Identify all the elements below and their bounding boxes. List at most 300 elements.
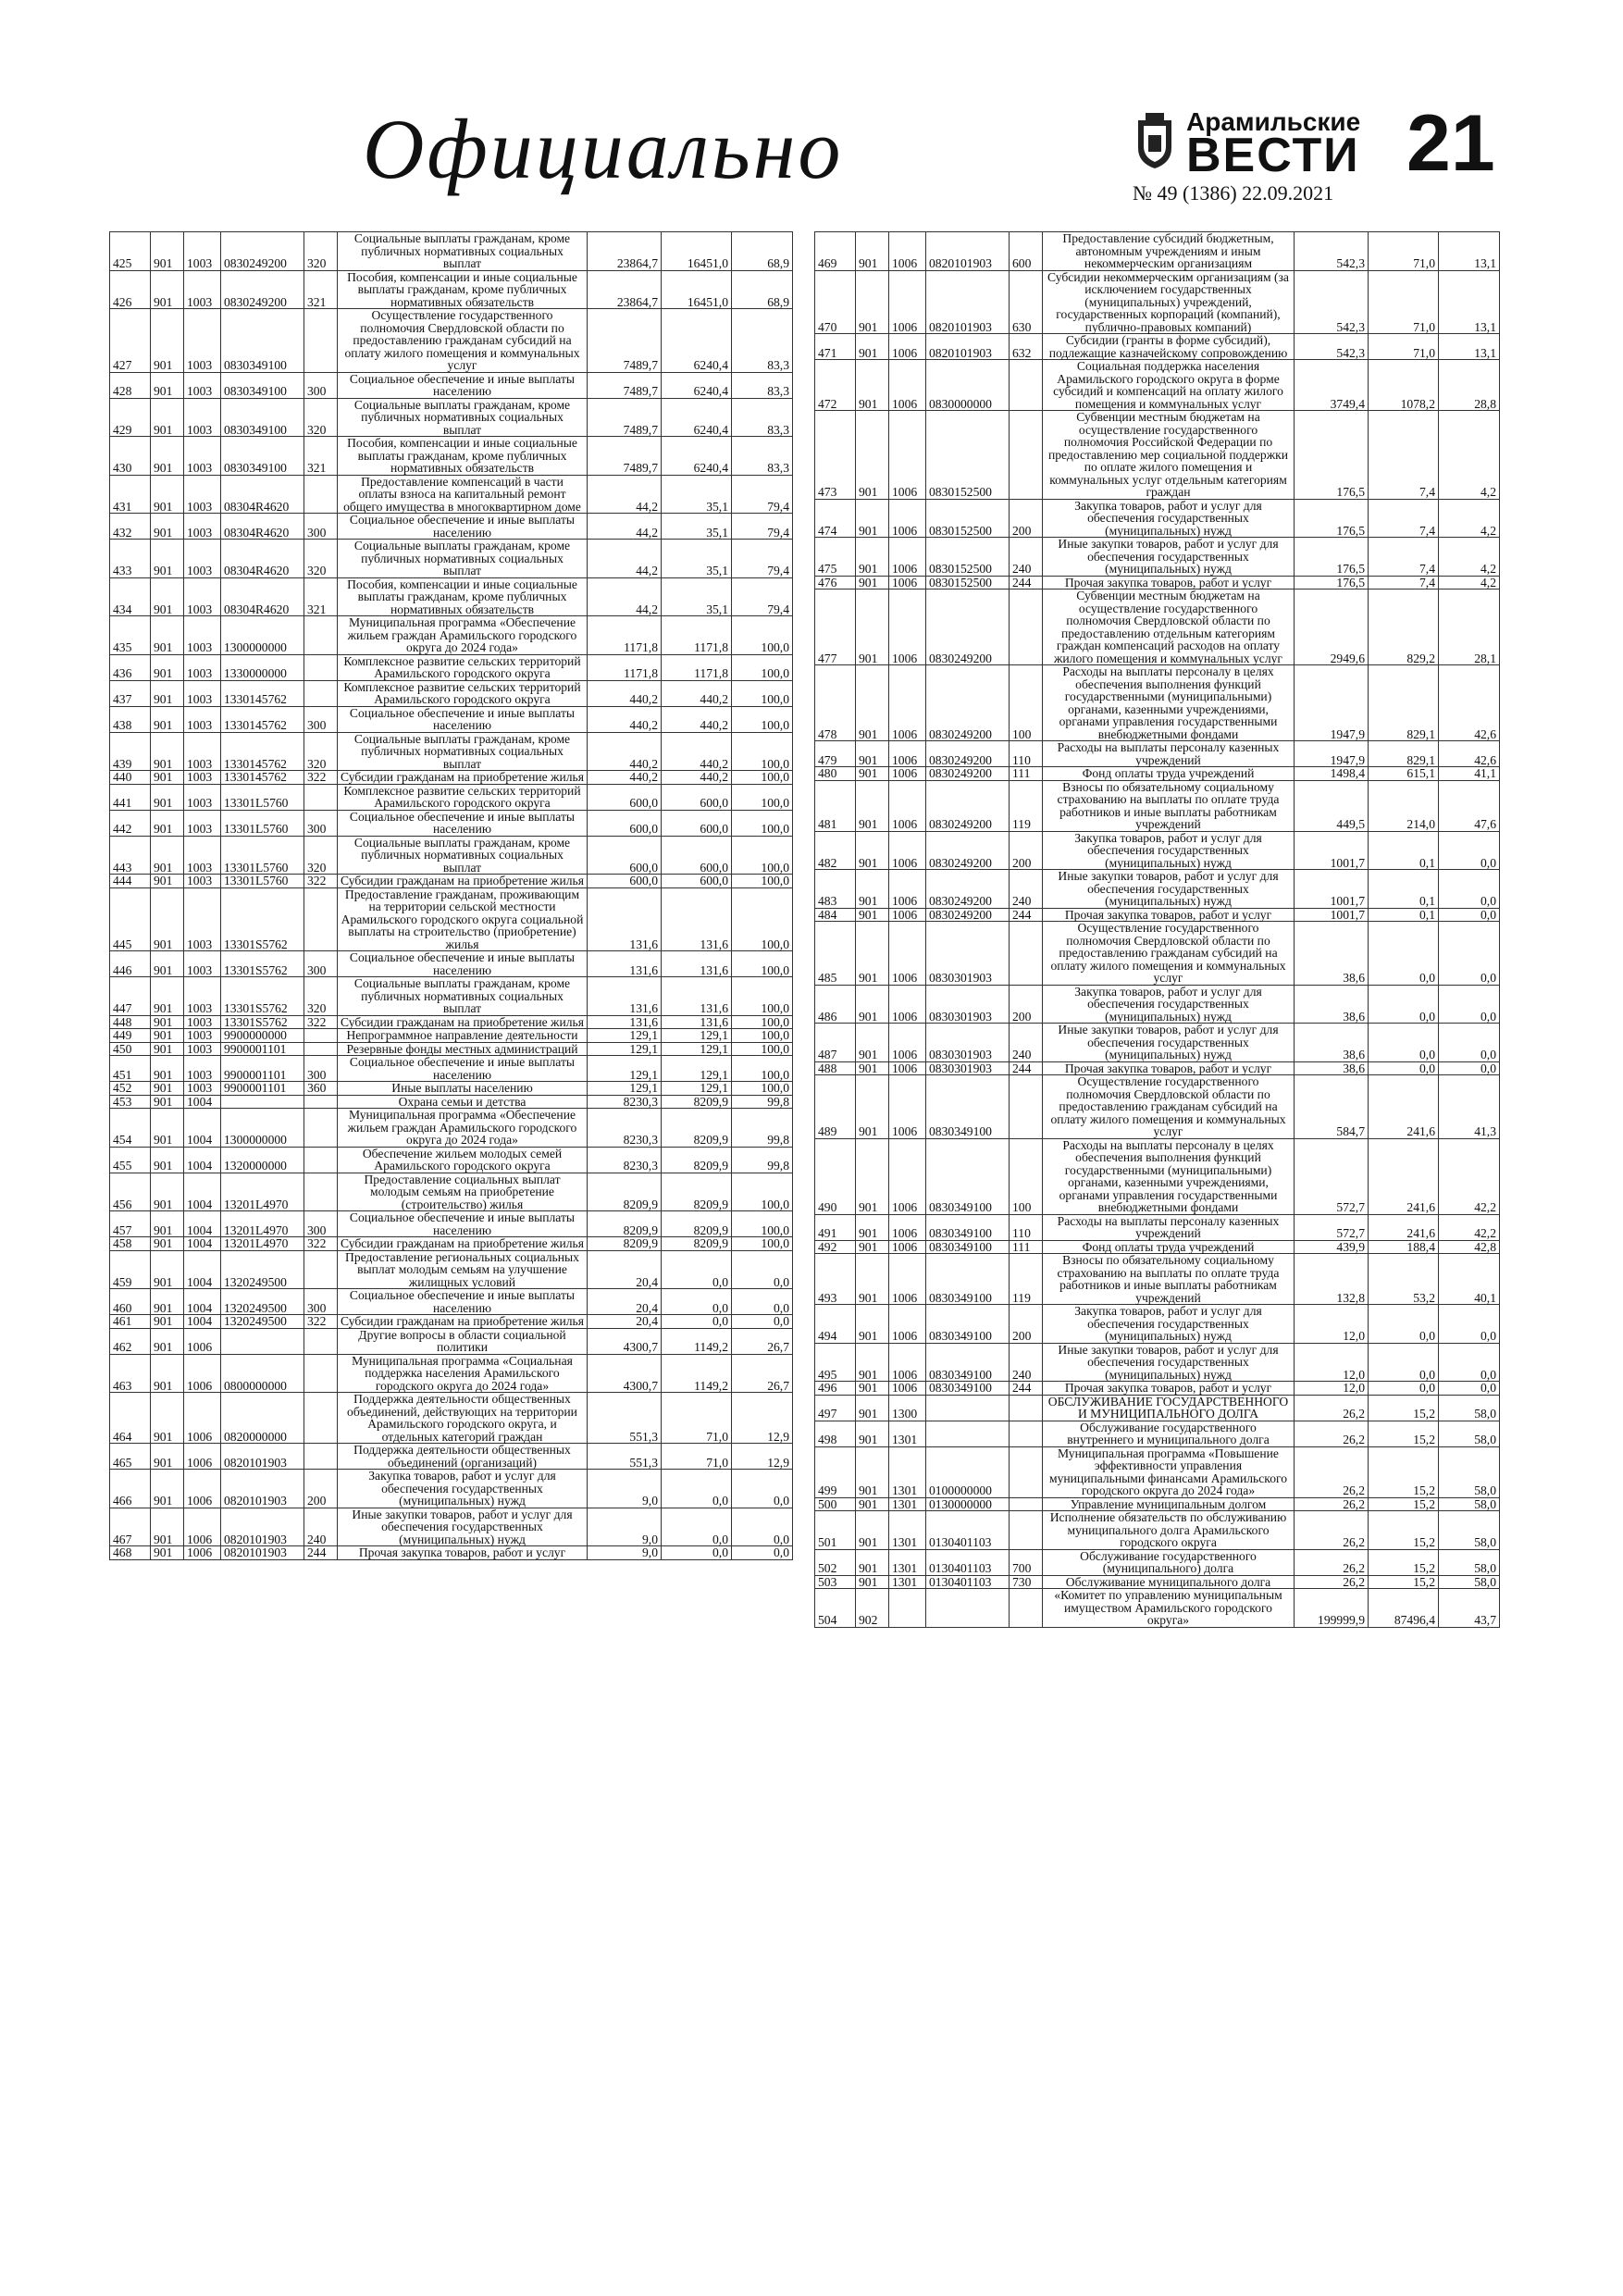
- section-code: 1006: [889, 499, 926, 538]
- target-article: 1330145762: [221, 771, 304, 785]
- row-number: 477: [815, 590, 856, 665]
- row-number: 476: [815, 576, 856, 590]
- target-article: 0830301903: [926, 922, 1010, 986]
- row-number: 460: [110, 1289, 151, 1315]
- section-code: 1301: [889, 1421, 926, 1446]
- table-row: [815, 780, 1500, 831]
- section-code: 1003: [184, 232, 221, 271]
- row-number: 445: [110, 887, 151, 951]
- approved-amount: 12,0: [1295, 1305, 1369, 1344]
- expense-type: 110: [1010, 1214, 1043, 1240]
- expense-type: 300: [304, 1056, 338, 1082]
- section-code: 1003: [184, 1029, 221, 1043]
- expense-description: Взносы по обязательному социальному страхованию на выплаты по оплате труда работников и иные выплаты работникам учреждений: [1043, 1254, 1295, 1305]
- section-code: 1003: [184, 1015, 221, 1029]
- execution-percent: 100,0: [732, 1029, 793, 1043]
- approved-amount: 584,7: [1295, 1075, 1369, 1139]
- expense-type: [1010, 922, 1043, 986]
- execution-percent: 0,0: [732, 1289, 793, 1315]
- section-code: 1003: [184, 680, 221, 706]
- expense-type: 119: [1010, 1254, 1043, 1305]
- approved-amount: 4300,7: [588, 1354, 662, 1393]
- table-row: [110, 437, 793, 476]
- table-row: [815, 1549, 1500, 1575]
- target-article: 0830249200: [926, 665, 1010, 741]
- target-article: 0130401103: [926, 1549, 1010, 1575]
- expense-description: Пособия, компенсации и иные социальные выплаты гражданам, кроме публичных нормативных обязательств: [338, 437, 588, 476]
- approved-amount: 176,5: [1295, 499, 1369, 538]
- target-article: 9900001101: [221, 1056, 304, 1082]
- section-code: 1006: [889, 831, 926, 870]
- table-row: [110, 654, 793, 680]
- expense-type: 244: [1010, 908, 1043, 922]
- expense-description: Обслуживание государственного (муниципального) долга: [1043, 1549, 1295, 1575]
- ministry-code: 901: [151, 1328, 184, 1354]
- table-row: [815, 870, 1500, 909]
- executed-amount: 440,2: [662, 706, 732, 732]
- expense-description: Закупка товаров, работ и услуг для обеспечения государственных (муниципальных) нужд: [1043, 831, 1295, 870]
- table-row: [110, 810, 793, 836]
- execution-percent: 0,0: [1439, 1305, 1500, 1344]
- execution-percent: 12,9: [732, 1444, 793, 1470]
- ministry-code: 901: [856, 1575, 889, 1589]
- city-crest-icon: [1134, 113, 1175, 170]
- ministry-code: 901: [856, 1240, 889, 1254]
- expense-description: Комплексное развитие сельских территорий Арамильского городского округа: [338, 784, 588, 810]
- row-number: 496: [815, 1382, 856, 1396]
- expense-type: [304, 616, 338, 655]
- executed-amount: 129,1: [662, 1029, 732, 1043]
- expense-type: 730: [1010, 1575, 1043, 1589]
- execution-percent: 13,1: [1439, 270, 1500, 334]
- table-row: [815, 1075, 1500, 1139]
- row-number: 468: [110, 1546, 151, 1560]
- target-article: 0830249200: [926, 780, 1010, 831]
- approved-amount: 572,7: [1295, 1138, 1369, 1214]
- ministry-code: 901: [151, 1250, 184, 1289]
- ministry-code: 901: [856, 1024, 889, 1062]
- expense-description: Социальное обеспечение и иные выплаты населению: [338, 810, 588, 836]
- approved-amount: 600,0: [588, 875, 662, 888]
- table-row: [815, 411, 1500, 500]
- ministry-code: 901: [151, 437, 184, 476]
- target-article: 0830349100: [926, 1305, 1010, 1344]
- execution-percent: 0,0: [1439, 908, 1500, 922]
- section-code: 1006: [889, 1061, 926, 1075]
- execution-percent: 79,4: [732, 475, 793, 514]
- section-code: 1006: [889, 334, 926, 360]
- approved-amount: 440,2: [588, 771, 662, 785]
- row-number: 478: [815, 665, 856, 741]
- execution-percent: 79,4: [732, 514, 793, 540]
- executed-amount: 1149,2: [662, 1354, 732, 1393]
- section-code: 1003: [184, 1042, 221, 1056]
- section-code: 1006: [889, 1214, 926, 1240]
- expense-type: [304, 1173, 338, 1211]
- executed-amount: 829,1: [1369, 741, 1439, 767]
- execution-percent: 100,0: [732, 680, 793, 706]
- executed-amount: 440,2: [662, 732, 732, 771]
- ministry-code: 901: [856, 1511, 889, 1550]
- row-number: 437: [110, 680, 151, 706]
- ministry-code: 901: [856, 270, 889, 334]
- execution-percent: 26,7: [732, 1354, 793, 1393]
- row-number: 439: [110, 732, 151, 771]
- target-article: 0830349100: [221, 437, 304, 476]
- approved-amount: 542,3: [1295, 270, 1369, 334]
- target-article: 13201L4970: [221, 1211, 304, 1237]
- brand-small: Арамильские: [1186, 107, 1361, 136]
- row-number: 461: [110, 1315, 151, 1329]
- approved-amount: 26,2: [1295, 1446, 1369, 1497]
- expense-description: Поддержка деятельности общественных объединений, действующих на территории Арамильского городского округа, и отдельных категорий граждан: [338, 1393, 588, 1444]
- expense-description: Расходы на выплаты персоналу в целях обеспечения выполнения функций государственными (муниципальными) органами, казенными учреждениями, органами управления государственными внебюджетными фондами: [1043, 1138, 1295, 1214]
- table-row: [110, 1042, 793, 1056]
- expense-description: Субсидии некоммерческим организациям (за исключением государственных (муниципальных) учреждений, государственных корпораций (компаний), публично-правовых компаний): [1043, 270, 1295, 334]
- section-code: 1003: [184, 706, 221, 732]
- section-code: 1006: [889, 360, 926, 411]
- expense-description: Социальное обеспечение и иные выплаты населению: [338, 1056, 588, 1082]
- expense-type: [304, 1147, 338, 1173]
- target-article: 1320249500: [221, 1250, 304, 1289]
- executed-amount: 829,2: [1369, 590, 1439, 665]
- expense-description: Предоставление региональных социальных выплат молодым семьям на улучшение жилищных условий: [338, 1250, 588, 1289]
- execution-percent: 79,4: [732, 540, 793, 578]
- target-article: 0830000000: [926, 360, 1010, 411]
- row-number: 481: [815, 780, 856, 831]
- ministry-code: 901: [856, 411, 889, 500]
- section-code: 1004: [184, 1095, 221, 1109]
- row-number: 492: [815, 1240, 856, 1254]
- row-number: 479: [815, 741, 856, 767]
- section-code: 1003: [184, 836, 221, 875]
- expense-type: 119: [1010, 780, 1043, 831]
- target-article: 08304R4620: [221, 577, 304, 616]
- target-article: 08304R4620: [221, 475, 304, 514]
- table-row: [110, 887, 793, 951]
- section-code: 1006: [889, 1305, 926, 1344]
- ministry-code: 901: [856, 1254, 889, 1305]
- table-row: [815, 1024, 1500, 1062]
- row-number: 487: [815, 1024, 856, 1062]
- expense-description: Субсидии гражданам на приобретение жилья: [338, 1015, 588, 1029]
- expense-type: [1010, 1395, 1043, 1421]
- target-article: 0820101903: [926, 270, 1010, 334]
- execution-percent: 0,0: [1439, 1382, 1500, 1396]
- execution-percent: 4,2: [1439, 411, 1500, 500]
- expense-description: Иные закупки товаров, работ и услуг для обеспечения государственных (муниципальных) нужд: [1043, 1024, 1295, 1062]
- table-row: [110, 836, 793, 875]
- ministry-code: 901: [151, 1173, 184, 1211]
- executed-amount: 8209,9: [662, 1211, 732, 1237]
- expense-description: Закупка товаров, работ и услуг для обеспечения государственных (муниципальных) нужд: [1043, 1305, 1295, 1344]
- expense-type: [1010, 1497, 1043, 1511]
- row-number: 472: [815, 360, 856, 411]
- ministry-code: 901: [856, 1061, 889, 1075]
- table-row: [110, 1289, 793, 1315]
- target-article: 0830349100: [221, 398, 304, 437]
- section-code: 1006: [889, 590, 926, 665]
- section-code: 1003: [184, 732, 221, 771]
- executed-amount: 0,0: [662, 1250, 732, 1289]
- table-row: [110, 475, 793, 514]
- expense-description: Другие вопросы в области социальной политики: [338, 1328, 588, 1354]
- approved-amount: 8209,9: [588, 1173, 662, 1211]
- approved-amount: 26,2: [1295, 1549, 1369, 1575]
- ministry-code: 901: [151, 398, 184, 437]
- execution-percent: 0,0: [1439, 985, 1500, 1024]
- budget-rows-right: [815, 232, 1500, 1628]
- expense-type: [304, 475, 338, 514]
- expense-type: [304, 309, 338, 373]
- target-article: [221, 1328, 304, 1354]
- target-article: 0830349100: [926, 1382, 1010, 1396]
- row-number: 435: [110, 616, 151, 655]
- approved-amount: 7489,7: [588, 437, 662, 476]
- brand-big: ВЕСТИ: [1186, 129, 1360, 182]
- section-code: 1301: [889, 1497, 926, 1511]
- ministry-code: 901: [151, 1029, 184, 1043]
- ministry-code: 901: [856, 576, 889, 590]
- approved-amount: 132,8: [1295, 1254, 1369, 1305]
- execution-percent: 42,2: [1439, 1138, 1500, 1214]
- expense-description: Социальные выплаты гражданам, кроме публичных нормативных социальных выплат: [338, 232, 588, 271]
- executed-amount: 87496,4: [1369, 1589, 1439, 1628]
- row-number: 483: [815, 870, 856, 909]
- execution-percent: 0,0: [1439, 831, 1500, 870]
- section-code: 1004: [184, 1289, 221, 1315]
- target-article: 1330145762: [221, 706, 304, 732]
- approved-amount: 8230,3: [588, 1095, 662, 1109]
- approved-amount: 1001,7: [1295, 870, 1369, 909]
- target-article: 0830301903: [926, 985, 1010, 1024]
- section-code: 1003: [184, 577, 221, 616]
- approved-amount: 26,2: [1295, 1497, 1369, 1511]
- execution-percent: 100,0: [732, 875, 793, 888]
- executed-amount: 129,1: [662, 1042, 732, 1056]
- ministry-code: 901: [151, 784, 184, 810]
- table-row: [110, 706, 793, 732]
- section-code: 1006: [889, 870, 926, 909]
- target-article: 0830152500: [926, 538, 1010, 577]
- execution-percent: 28,1: [1439, 590, 1500, 665]
- target-article: 0830349100: [926, 1343, 1010, 1382]
- ministry-code: 901: [151, 1444, 184, 1470]
- table-row: [815, 1382, 1500, 1396]
- ministry-code: 901: [856, 1305, 889, 1344]
- section-code: 1006: [889, 780, 926, 831]
- approved-amount: 440,2: [588, 680, 662, 706]
- target-article: 0830249200: [926, 590, 1010, 665]
- table-row: [110, 732, 793, 771]
- ministry-code: 901: [151, 1147, 184, 1173]
- ministry-code: 901: [151, 680, 184, 706]
- execution-percent: 0,0: [732, 1470, 793, 1508]
- target-article: 0830249200: [926, 908, 1010, 922]
- executed-amount: 131,6: [662, 951, 732, 977]
- expense-description: Иные закупки товаров, работ и услуг для обеспечения государственных (муниципальных) нужд: [1043, 870, 1295, 909]
- expense-type: 100: [1010, 1138, 1043, 1214]
- table-row: [110, 1082, 793, 1096]
- expense-type: [304, 1250, 338, 1289]
- row-number: 457: [110, 1211, 151, 1237]
- table-row: [815, 270, 1500, 334]
- expense-type: 200: [1010, 1305, 1043, 1344]
- expense-type: [1010, 1075, 1043, 1139]
- table-row: [110, 232, 793, 271]
- approved-amount: 1171,8: [588, 616, 662, 655]
- executed-amount: 600,0: [662, 810, 732, 836]
- expense-description: Осуществление государственного полномочия Свердловской области по предоставлению гражданам субсидий на оплату жилого помещения и коммунальных услуг: [1043, 1075, 1295, 1139]
- approved-amount: 1001,7: [1295, 908, 1369, 922]
- table-row: [110, 514, 793, 540]
- expense-type: 322: [304, 1315, 338, 1329]
- executed-amount: 15,2: [1369, 1421, 1439, 1446]
- target-article: 13301S5762: [221, 887, 304, 951]
- table-row: [815, 1214, 1500, 1240]
- table-row: [110, 1354, 793, 1393]
- section-code: 1006: [184, 1328, 221, 1354]
- expense-type: [1010, 1511, 1043, 1550]
- executed-amount: 0,0: [1369, 922, 1439, 986]
- section-code: 1003: [184, 372, 221, 398]
- section-code: 1006: [889, 985, 926, 1024]
- approved-amount: 8230,3: [588, 1109, 662, 1148]
- section-code: 1003: [184, 616, 221, 655]
- section-code: 1003: [184, 1082, 221, 1096]
- row-number: 442: [110, 810, 151, 836]
- target-article: [926, 1421, 1010, 1446]
- approved-amount: 542,3: [1295, 334, 1369, 360]
- ministry-code: 901: [856, 985, 889, 1024]
- expense-description: Взносы по обязательному социальному страхованию на выплаты по оплате труда работников и иные выплаты работникам учреждений: [1043, 780, 1295, 831]
- ministry-code: 901: [151, 372, 184, 398]
- expense-type: 322: [304, 771, 338, 785]
- ministry-code: 901: [151, 951, 184, 977]
- ministry-code: 901: [856, 1343, 889, 1382]
- execution-percent: 100,0: [732, 771, 793, 785]
- section-code: 1003: [184, 887, 221, 951]
- executed-amount: 131,6: [662, 1015, 732, 1029]
- table-row: [110, 784, 793, 810]
- expense-type: 200: [1010, 499, 1043, 538]
- expense-description: Социальная поддержка населения Арамильского городского округа в форме субсидий и компенсаций на оплату жилого помещения и коммунальных услуг: [1043, 360, 1295, 411]
- section-code: 1301: [889, 1446, 926, 1497]
- approved-amount: 8209,9: [588, 1211, 662, 1237]
- section-code: 1006: [889, 270, 926, 334]
- expense-type: [1010, 1589, 1043, 1628]
- row-number: 499: [815, 1446, 856, 1497]
- target-article: 0130401103: [926, 1575, 1010, 1589]
- approved-amount: 44,2: [588, 475, 662, 514]
- table-row: [110, 1508, 793, 1546]
- approved-amount: 1947,9: [1295, 741, 1369, 767]
- ministry-code: 902: [856, 1589, 889, 1628]
- table-row: [110, 1056, 793, 1082]
- approved-amount: 7489,7: [588, 398, 662, 437]
- table-row: [815, 1343, 1500, 1382]
- expense-type: [304, 1095, 338, 1109]
- executed-amount: 8209,9: [662, 1147, 732, 1173]
- expense-type: [1010, 1421, 1043, 1446]
- section-code: 1006: [889, 232, 926, 271]
- expense-type: 320: [304, 836, 338, 875]
- expense-type: [304, 1109, 338, 1148]
- row-number: 475: [815, 538, 856, 577]
- section-code: 1003: [184, 270, 221, 309]
- expense-description: Социальные выплаты гражданам, кроме публичных нормативных социальных выплат: [338, 732, 588, 771]
- execution-percent: 100,0: [732, 654, 793, 680]
- row-number: 500: [815, 1497, 856, 1511]
- expense-type: 300: [304, 372, 338, 398]
- executed-amount: 0,1: [1369, 908, 1439, 922]
- approved-amount: 7489,7: [588, 309, 662, 373]
- section-code: 1003: [184, 771, 221, 785]
- table-row: [110, 398, 793, 437]
- table-row: [110, 1250, 793, 1289]
- table-row: [110, 1211, 793, 1237]
- section-code: 1006: [184, 1470, 221, 1508]
- approved-amount: 440,2: [588, 732, 662, 771]
- table-row: [815, 576, 1500, 590]
- target-article: 1300000000: [221, 616, 304, 655]
- executed-amount: 16451,0: [662, 232, 732, 271]
- executed-amount: 35,1: [662, 514, 732, 540]
- execution-percent: 83,3: [732, 398, 793, 437]
- executed-amount: 1171,8: [662, 616, 732, 655]
- table-row: [110, 270, 793, 309]
- row-number: 486: [815, 985, 856, 1024]
- section-code: 1006: [889, 767, 926, 781]
- row-number: 428: [110, 372, 151, 398]
- approved-amount: 129,1: [588, 1029, 662, 1043]
- execution-percent: 58,0: [1439, 1395, 1500, 1421]
- executed-amount: 53,2: [1369, 1254, 1439, 1305]
- executed-amount: 15,2: [1369, 1446, 1439, 1497]
- approved-amount: 129,1: [588, 1082, 662, 1096]
- table-row: [110, 1095, 793, 1109]
- expense-description: Комплексное развитие сельских территорий Арамильского городского округа: [338, 654, 588, 680]
- row-number: 446: [110, 951, 151, 977]
- table-row: [110, 771, 793, 785]
- ministry-code: 901: [151, 1354, 184, 1393]
- row-number: 469: [815, 232, 856, 271]
- execution-percent: 41,3: [1439, 1075, 1500, 1139]
- row-number: 464: [110, 1393, 151, 1444]
- table-row: [815, 1395, 1500, 1421]
- row-number: 426: [110, 270, 151, 309]
- target-article: 9900001101: [221, 1082, 304, 1096]
- approved-amount: 26,2: [1295, 1395, 1369, 1421]
- right-budget-column: [814, 231, 1499, 1628]
- section-code: 1006: [889, 1254, 926, 1305]
- row-number: 470: [815, 270, 856, 334]
- section-code: 1003: [184, 875, 221, 888]
- section-code: 1004: [184, 1315, 221, 1329]
- section-code: 1003: [184, 1056, 221, 1082]
- row-number: 438: [110, 706, 151, 732]
- approved-amount: 176,5: [1295, 411, 1369, 500]
- row-number: 458: [110, 1237, 151, 1251]
- approved-amount: 2949,6: [1295, 590, 1369, 665]
- expense-type: 110: [1010, 741, 1043, 767]
- approved-amount: 8230,3: [588, 1147, 662, 1173]
- expense-type: 632: [1010, 334, 1043, 360]
- executed-amount: 440,2: [662, 680, 732, 706]
- section-code: 1301: [889, 1511, 926, 1550]
- section-code: 1003: [184, 654, 221, 680]
- table-row: [815, 1511, 1500, 1550]
